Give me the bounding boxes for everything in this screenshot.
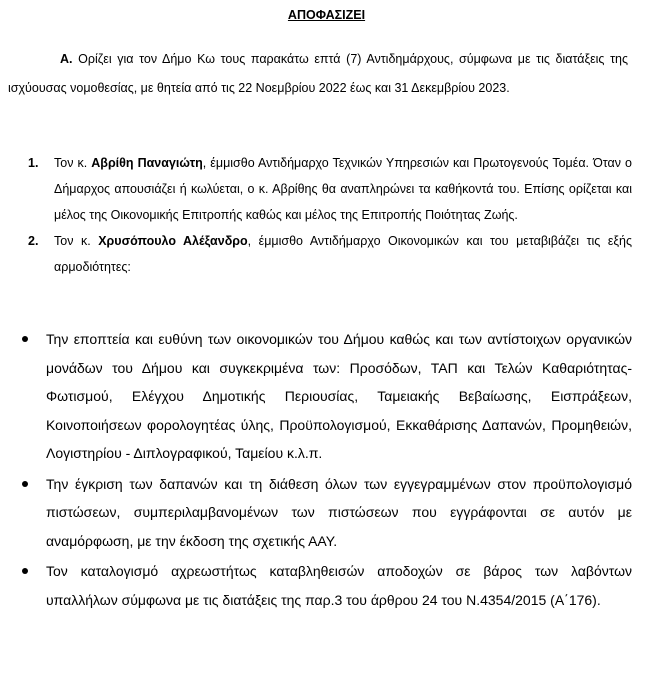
intro-text: Ορίζει για τον Δήμο Κω τους παρακάτω επτά (7) Αντιδημάρχους, σύμφωνα με τις διατάξεις της ισχύουσας νομοθεσίας, με θητεία από τις 22 Νοεμβρίου 2022 έως και 31 Δεκεμβρίου 2023. [8,52,628,95]
item-text [54,228,632,280]
intro-label: Α. [60,52,73,66]
item-text [54,150,632,228]
deputy-mayor-name: Αβρίθη Παναγιώτη [91,156,203,170]
bullet-icon [22,481,28,487]
deputy-mayor-list [0,150,653,280]
responsibility-text: Την εποπτεία και ευθύνη των οικονομικών του Δήμου καθώς και των αντίστοιχων οργανικών μονάδων του Δήμου και συγκεκριμένα των: Προσόδων, ΤΑΠ και Τελών Καθαριότητας-Φωτισμού, Ελέγχου Δημοτικής Περιουσίας, Ταμειακής Βεβαίωσης, Εισπράξεων, Κοινοποιήσεων φορολογητέας ύλης, Προϋπολογισμού, Εκκαθάρισης Δαπανών, Προμηθειών, Λογιστηρίου - Διπλογραφικού, Ταμείου κ.λ.π. [46,331,632,461]
bullet-icon [22,336,28,342]
intro-paragraph [8,45,628,103]
list-item [0,470,632,556]
item-number: 2. [28,234,39,248]
deputy-mayor-item [0,150,632,228]
responsibility-text: Τον καταλογισμό αχρεωστήτως καταβληθεισών αποδοχών σε βάρος των λαβόντων υπαλλήλων σύμφωνα με τις διατάξεις της παρ.3 του άρθρου 24 του Ν.4354/2015 (Α΄176). [46,563,632,608]
item-number: 1. [28,156,39,170]
list-item [0,325,632,468]
responsibilities-list [0,325,653,616]
item-description: , έμμισθο Αντιδήμαρχο Τεχνικών Υπηρεσιών και Πρωτογενούς Τομέα. Όταν ο Δήμαρχος απουσιάζει ή κωλύεται, ο κ. Αβρίθης θα αναπληρώνει τα καθήκοντά του. Επίσης ορίζεται και μέλος της Οικονομικής Επιτροπής καθώς και μέλος της Επιτροπής Ποιότητας Ζωής. [54,156,632,222]
item-description: , έμμισθο Αντιδήμαρχο Οικονομικών και του μεταβιβάζει τις εξής αρμοδιότητες: [54,234,632,274]
item-prefix: Τον κ. [54,234,99,248]
item-prefix: Τον κ. [54,156,92,170]
bullet-icon [22,568,28,574]
decision-heading: ΑΠΟΦΑΣΙΖΕΙ [287,8,366,22]
deputy-mayor-item [0,228,632,280]
responsibility-text: Την έγκριση των δαπανών και τη διάθεση όλων των εγγεγραμμένων στον προϋπολογισμό πιστώσεων, συμπεριλαμβανομένων των πιστώσεων που εγγράφονται σε αυτόν με αναμόρφωση, με την έκδοση της σχετικής ΑΑΥ. [46,475,632,549]
deputy-mayor-name: Χρυσόπουλο Αλέξανδρο [98,234,248,248]
list-item [0,557,632,614]
